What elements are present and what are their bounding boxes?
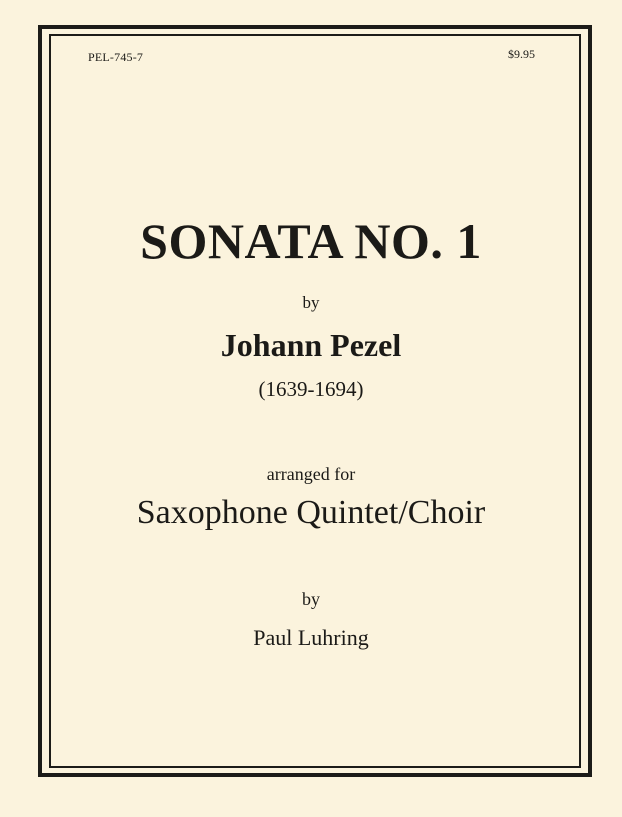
arranged-for-label: arranged for [266,464,356,484]
page-title: SONATA NO. 1 [140,213,482,269]
catalog-number: PEL-745-7 [88,50,144,64]
price-label: $9.95 [508,47,535,61]
by-label: by [302,293,320,312]
arranger-by-label: by [302,589,320,609]
composer-dates: (1639-1694) [258,377,364,401]
arranger-name: Paul Luhring [253,625,369,650]
composer-name: Johann Pezel [220,327,402,363]
instrumentation: Saxophone Quintet/Choir [136,494,486,531]
